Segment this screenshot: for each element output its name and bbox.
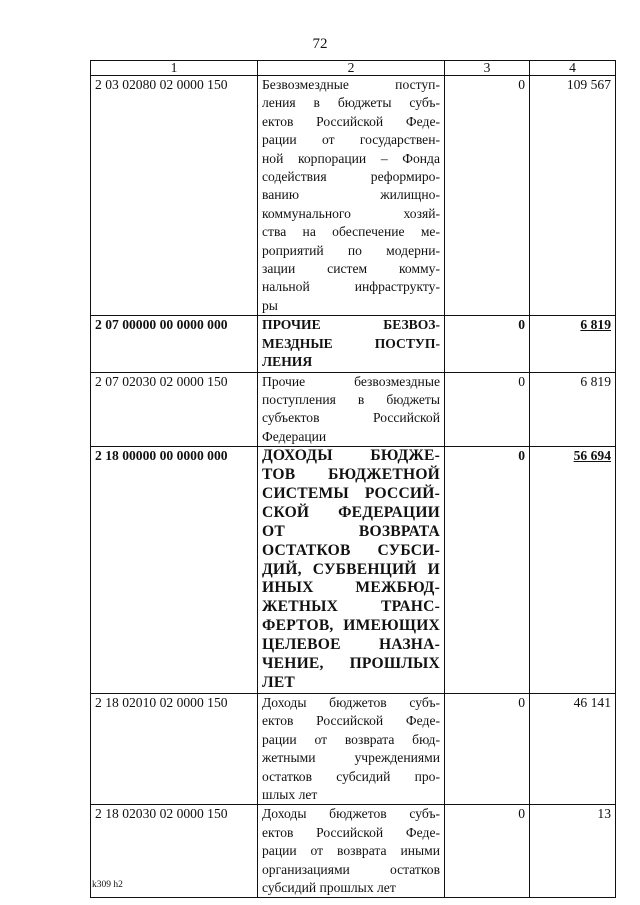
amount-value: 46 141	[530, 693, 616, 804]
column-3-value: 0	[445, 316, 530, 372]
item-name-line: ектов Российской Феде-	[262, 824, 440, 840]
budget-revenue-table	[90, 60, 616, 898]
item-name-line: ЖЕТНЫХ ТРАНС-	[262, 598, 440, 616]
item-name-line: ИНЫХ МЕЖБЮД-	[262, 579, 440, 597]
column-header-4: 4	[530, 61, 616, 76]
item-name-line: ления в бюджеты субъ-	[262, 95, 440, 111]
item-name-line: ТОВ БЮДЖЕТНОЙ	[262, 466, 440, 484]
item-name-line: СИСТЕМЫ РОССИЙ-	[262, 484, 440, 502]
amount-value: 109 567	[530, 76, 616, 316]
item-name-line: поступления в бюджеты	[262, 391, 440, 407]
column-3-value: 0	[445, 447, 530, 694]
column-header-1: 1	[91, 61, 258, 76]
item-name-line: Безвозмездные поступ-	[262, 77, 440, 92]
budget-code-cell: 2 18 00000 00 0000 000	[91, 447, 258, 694]
budget-code-cell: 2 07 02030 02 0000 150	[91, 372, 258, 447]
item-name-line: ной корпорации – Фонда	[262, 150, 440, 166]
item-name-cell	[258, 76, 445, 316]
item-name-line: СКОЙ ФЕДЕРАЦИИ	[262, 503, 440, 521]
budget-code-cell: 2 18 02030 02 0000 150	[91, 805, 258, 898]
item-name-line: зации систем комму-	[262, 261, 440, 277]
item-name-cell	[258, 447, 445, 694]
table-row	[91, 76, 616, 316]
table-header-row	[91, 61, 616, 76]
column-3-value: 0	[445, 805, 530, 898]
item-name-line: субсидий прошлых лет	[262, 879, 396, 895]
item-name-line: жетными учреждениями	[262, 750, 440, 766]
item-name-line: ЧЕНИЕ, ПРОШЛЫХ	[262, 655, 440, 673]
item-name-line: ФЕРТОВ, ИМЕЮЩИХ	[262, 617, 440, 635]
page-number: 72	[312, 36, 328, 52]
item-name-line: ПРОЧИЕ БЕЗВОЗ-	[262, 317, 440, 333]
column-header-3: 3	[445, 61, 530, 76]
item-name-line: ДОХОДЫ БЮДЖЕ-	[262, 447, 440, 465]
table-row-total	[91, 447, 616, 694]
document-footer-code: k309 h2	[92, 880, 123, 890]
amount-value: 13	[530, 805, 616, 898]
item-name-line: ектов Российской Феде-	[262, 113, 440, 129]
item-name-line: ЛЕТ	[262, 674, 296, 691]
column-3-value: 0	[445, 693, 530, 804]
item-name-line: субъектов Российской	[262, 410, 440, 426]
item-name-cell	[258, 805, 445, 898]
item-name-line: Прочие безвозмездные	[262, 373, 440, 389]
item-name-line: организациями остатков	[262, 861, 440, 877]
item-name-cell	[258, 316, 445, 372]
item-name-line: ЦЕЛЕВОЕ НАЗНА-	[262, 636, 440, 654]
item-name-line: роприятий по модерни-	[262, 242, 440, 258]
budget-code-cell: 2 03 02080 02 0000 150	[91, 76, 258, 316]
item-name-line: коммунального хозяй-	[262, 205, 440, 221]
item-name-line: ЛЕНИЯ	[262, 354, 313, 370]
table-row	[91, 693, 616, 804]
amount-value: 6 819	[530, 316, 616, 372]
item-name-line: ры	[262, 297, 278, 313]
item-name-line: рации от государствен-	[262, 132, 440, 148]
amount-value: 6 819	[530, 372, 616, 447]
table-row	[91, 372, 616, 447]
item-name-line: ДИЙ, СУБВЕНЦИЙ И	[262, 560, 440, 578]
item-name-line: рации от возврата иными	[262, 843, 440, 859]
item-name-line: рации от возврата бюд-	[262, 731, 440, 747]
amount-value: 56 694	[530, 447, 616, 694]
item-name-line: МЕЗДНЫЕ ПОСТУП-	[262, 335, 440, 351]
item-name-line: содействия реформиро-	[262, 169, 440, 185]
budget-code-cell: 2 18 02010 02 0000 150	[91, 693, 258, 804]
column-3-value: 0	[445, 76, 530, 316]
item-name-line: нальной инфраструкту-	[262, 279, 440, 295]
item-name-line: ОТ ВОЗВРАТА	[262, 522, 440, 540]
item-name-line: остатков субсидий про-	[262, 768, 440, 784]
item-name-cell	[258, 693, 445, 804]
column-3-value: 0	[445, 372, 530, 447]
item-name-line: шлых лет	[262, 786, 318, 802]
item-name-line: Доходы бюджетов субъ-	[262, 694, 440, 710]
item-name-line: ванию жилищно-	[262, 187, 440, 203]
column-header-2: 2	[258, 61, 445, 76]
budget-code-cell: 2 07 00000 00 0000 000	[91, 316, 258, 372]
table-row-total	[91, 316, 616, 372]
item-name-line: ектов Российской Феде-	[262, 713, 440, 729]
item-name-line: Доходы бюджетов субъ-	[262, 806, 440, 822]
item-name-line: ОСТАТКОВ СУБСИ-	[262, 541, 440, 559]
table-row	[91, 805, 616, 898]
item-name-line: ства на обеспечение ме-	[262, 224, 440, 240]
item-name-cell	[258, 372, 445, 447]
item-name-line: Федерации	[262, 428, 327, 444]
